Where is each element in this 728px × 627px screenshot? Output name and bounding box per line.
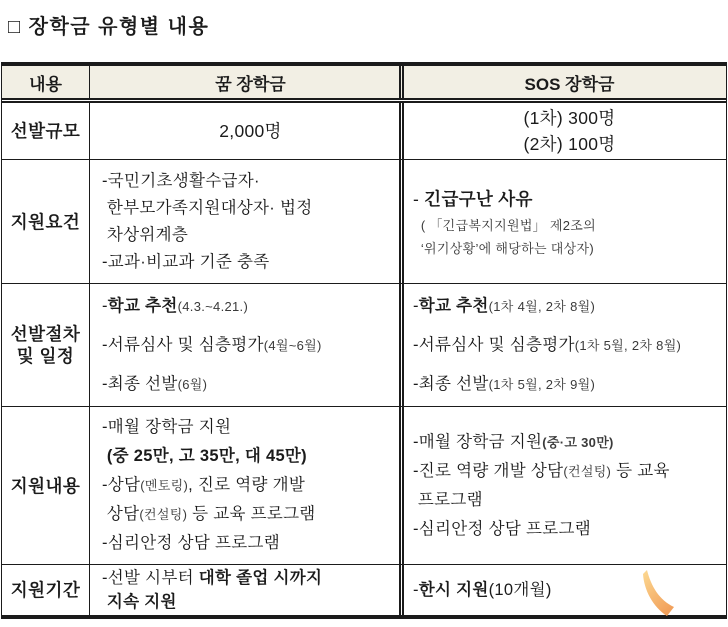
text-line: ‘위기상황’에 해당하는 대상자) — [413, 240, 594, 256]
scholarship-table — [1, 62, 727, 619]
text-line: -선발 시부터 대학 졸업 시까지 — [102, 569, 323, 587]
text-line: -매월 장학금 지원(중·고 30만) — [413, 432, 614, 451]
text-line: -최종 선발(1차 5월, 2차 9월) — [413, 374, 596, 393]
table-row-eligibility — [2, 160, 726, 284]
text-line: -상담(멘토링), 진로 역량 개발 — [102, 476, 306, 494]
cell-sos — [404, 103, 726, 159]
cell-dream — [90, 103, 404, 159]
page-title: □ 장학금 유형별 내용 — [8, 16, 210, 38]
cell-dream — [90, 160, 404, 283]
text-line: -한시 지원(10개월) — [413, 581, 552, 599]
text-line: 한부모가족지원대상자· 법정 — [102, 198, 313, 217]
text-line: -학교 추천(1차 4월, 2차 8월) — [413, 296, 596, 315]
text-line: -심리안정 상담 프로그램 — [102, 534, 280, 552]
cell-dream — [90, 407, 404, 564]
text-line: -학교 추천(4.3.~4.21.) — [102, 296, 249, 315]
text-line: -서류심사 및 심층평가(1차 5월, 2차 8월) — [413, 335, 682, 354]
header-cell-dream-scholarship: 꿈 장학금 — [90, 66, 404, 98]
cell-sos — [404, 565, 726, 615]
text-line: (중 25만, 고 35만, 대 45만) — [102, 447, 307, 465]
table-row-support-period — [2, 565, 726, 615]
text-line: 차상위계층 — [102, 225, 189, 244]
row-label: 지원요건 — [2, 160, 90, 283]
header-cell-sos-scholarship: SOS 장학금 — [404, 66, 726, 98]
orange-swoosh-icon — [643, 570, 677, 616]
text-line: (1차) 300명 — [523, 108, 616, 128]
cell-sos — [404, 284, 726, 406]
text-line: -진로 역량 개발 상담(컨설팅) 등 교육 — [413, 461, 670, 480]
row-label: 선발절차 및 일정 — [2, 284, 90, 406]
text-line: -심리안정 상담 프로그램 — [413, 519, 591, 538]
text-line: 지속 지원 — [106, 593, 177, 611]
text-line: ( 「긴급복지지원법」 제2조의 — [413, 217, 596, 233]
row-label: 지원기간 — [2, 565, 90, 615]
row-label: 지원내용 — [2, 407, 90, 564]
text-line: -국민기초생활수급자· — [102, 171, 260, 190]
text-line: (2차) 100명 — [523, 134, 616, 154]
cell-sos — [404, 160, 726, 283]
header-cell-category: 내용 — [2, 66, 90, 98]
text-line: 2,000명 — [219, 121, 282, 141]
table-row-procedure-schedule — [2, 284, 726, 407]
cell-sos — [404, 407, 726, 564]
text-line: 프로그램 — [413, 490, 483, 509]
text-line: -교과·비교과 기준 충족 — [102, 252, 270, 271]
table-header-row — [2, 66, 726, 103]
row-label: 선발규모 — [2, 103, 90, 159]
table-row-support-content — [2, 407, 726, 565]
table-row-selection-scale — [2, 103, 726, 160]
text-line: -매월 장학금 지원 — [102, 418, 232, 436]
text-line: -서류심사 및 심층평가(4월~6월) — [102, 335, 322, 354]
cell-dream — [90, 565, 404, 615]
text-line: 상담(컨설팅) 등 교육 프로그램 — [102, 505, 316, 523]
text-line: -최종 선발(6월) — [102, 374, 208, 393]
cell-dream — [90, 284, 404, 406]
text-line: - 긴급구난 사유 — [413, 188, 533, 209]
